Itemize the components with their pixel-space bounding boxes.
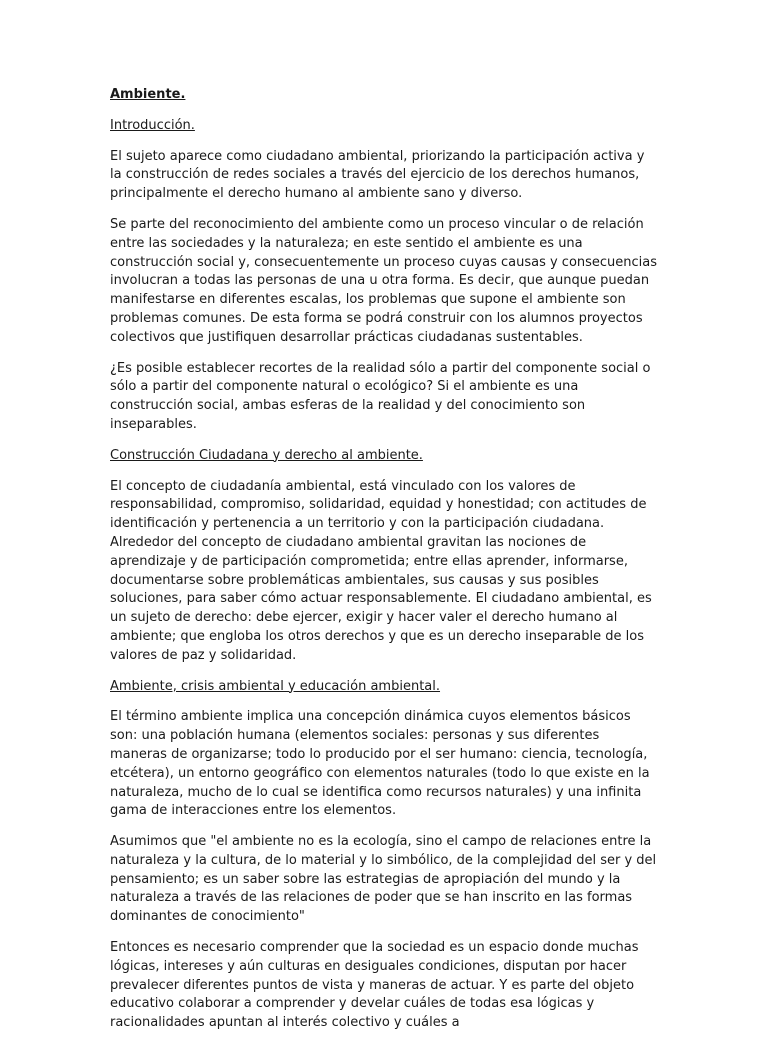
environment-crisis-heading: Ambiente, crisis ambiental y educación ambiental. [110, 678, 441, 694]
intro-paragraph-2: Se parte del reconocimiento del ambiente como un proceso vincular o de relación entre las sociedades y la naturaleza; en este sentido el ambiente es una construcción social y, consecuentemente un proceso cuyas causas y consecuencias involucran a todas las personas de una u otra forma. Es decir, que aunque puedan manifestarse en diferentes escalas, los problemas que supone el ambiente son problemas comunes. De esta forma se podrá construir con los alumnos proyectos colectivos que justifiquen desarrollar prácticas ciudadanas sustentables. [110, 216, 658, 345]
citizenship-paragraph-1: El concepto de ciudadanía ambiental, está vinculado con los valores de responsabilidad, compromiso, solidaridad, equidad y honestidad; con actitudes de identificación y pertenencia a un territorio y con la participación ciudadana. Alrededor del concepto de ciudadano ambiental gravitan las nociones de aprendizaje y de participación comprometida; entre ellas aprender, informarse, documentarse sobre problemáticas ambientales, sus causas y sus posibles soluciones, para saber cómo actuar responsablemente. El ciudadano ambiental, es un sujeto de derecho: debe ejercer, exigir y hacer valer el derecho humano al ambiente; que engloba los otros derechos y que es un derecho inseparable de los valores de paz y solidaridad. [110, 478, 652, 663]
intro-heading: Introducción. [110, 117, 195, 133]
intro-paragraph-3: ¿Es posible establecer recortes de la realidad sólo a partir del componente social o sólo a partir del componente natural o ecológico? Si el ambiente es una construcción social, ambas esferas de la realidad y del conocimiento son inseparables. [110, 360, 651, 432]
citizenship-heading: Construcción Ciudadana y derecho al ambiente. [110, 447, 423, 463]
environment-paragraph-3: Entonces es necesario comprender que la sociedad es un espacio donde muchas lógicas, intereses y aún culturas en desiguales condiciones, disputan por hacer prevalecer diferentes puntos de vista y maneras de actuar. Y es parte del objeto educativo colaborar a comprender y develar cuáles de todas esa lógicas y racionalidades apuntan al interés colectivo y cuáles a [110, 940, 639, 1031]
document-body [110, 86, 658, 1045]
environment-paragraph-1: El término ambiente implica una concepción dinámica cuyos elementos básicos son: una población humana (elementos sociales: personas y sus diferentes maneras de organizarse; todo lo producido por el ser humano: ciencia, tecnología, etcétera), un entorno geográfico con elementos naturales (todo lo que existe en la naturaleza, mucho de lo cual se identifica como recursos naturales) y una infinita gama de interacciones entre los elementos. [110, 709, 650, 819]
document-title: Ambiente. [110, 87, 186, 102]
environment-paragraph-2: Asumimos que "el ambiente no es la ecología, sino el campo de relaciones entre la naturaleza y la cultura, de lo material y lo simbólico, de la complejidad del ser y del pensamiento; es un saber sobre las estrategias de apropiación del mundo y la naturaleza a través de las relaciones de poder que se han inscrito en las formas dominantes de conocimiento" [110, 834, 657, 925]
intro-paragraph-1: El sujeto aparece como ciudadano ambiental, priorizando la participación activa y la construcción de redes sociales a través del ejercicio de los derechos humanos, principalmente el derecho humano al ambiente sano y diverso. [110, 148, 645, 202]
